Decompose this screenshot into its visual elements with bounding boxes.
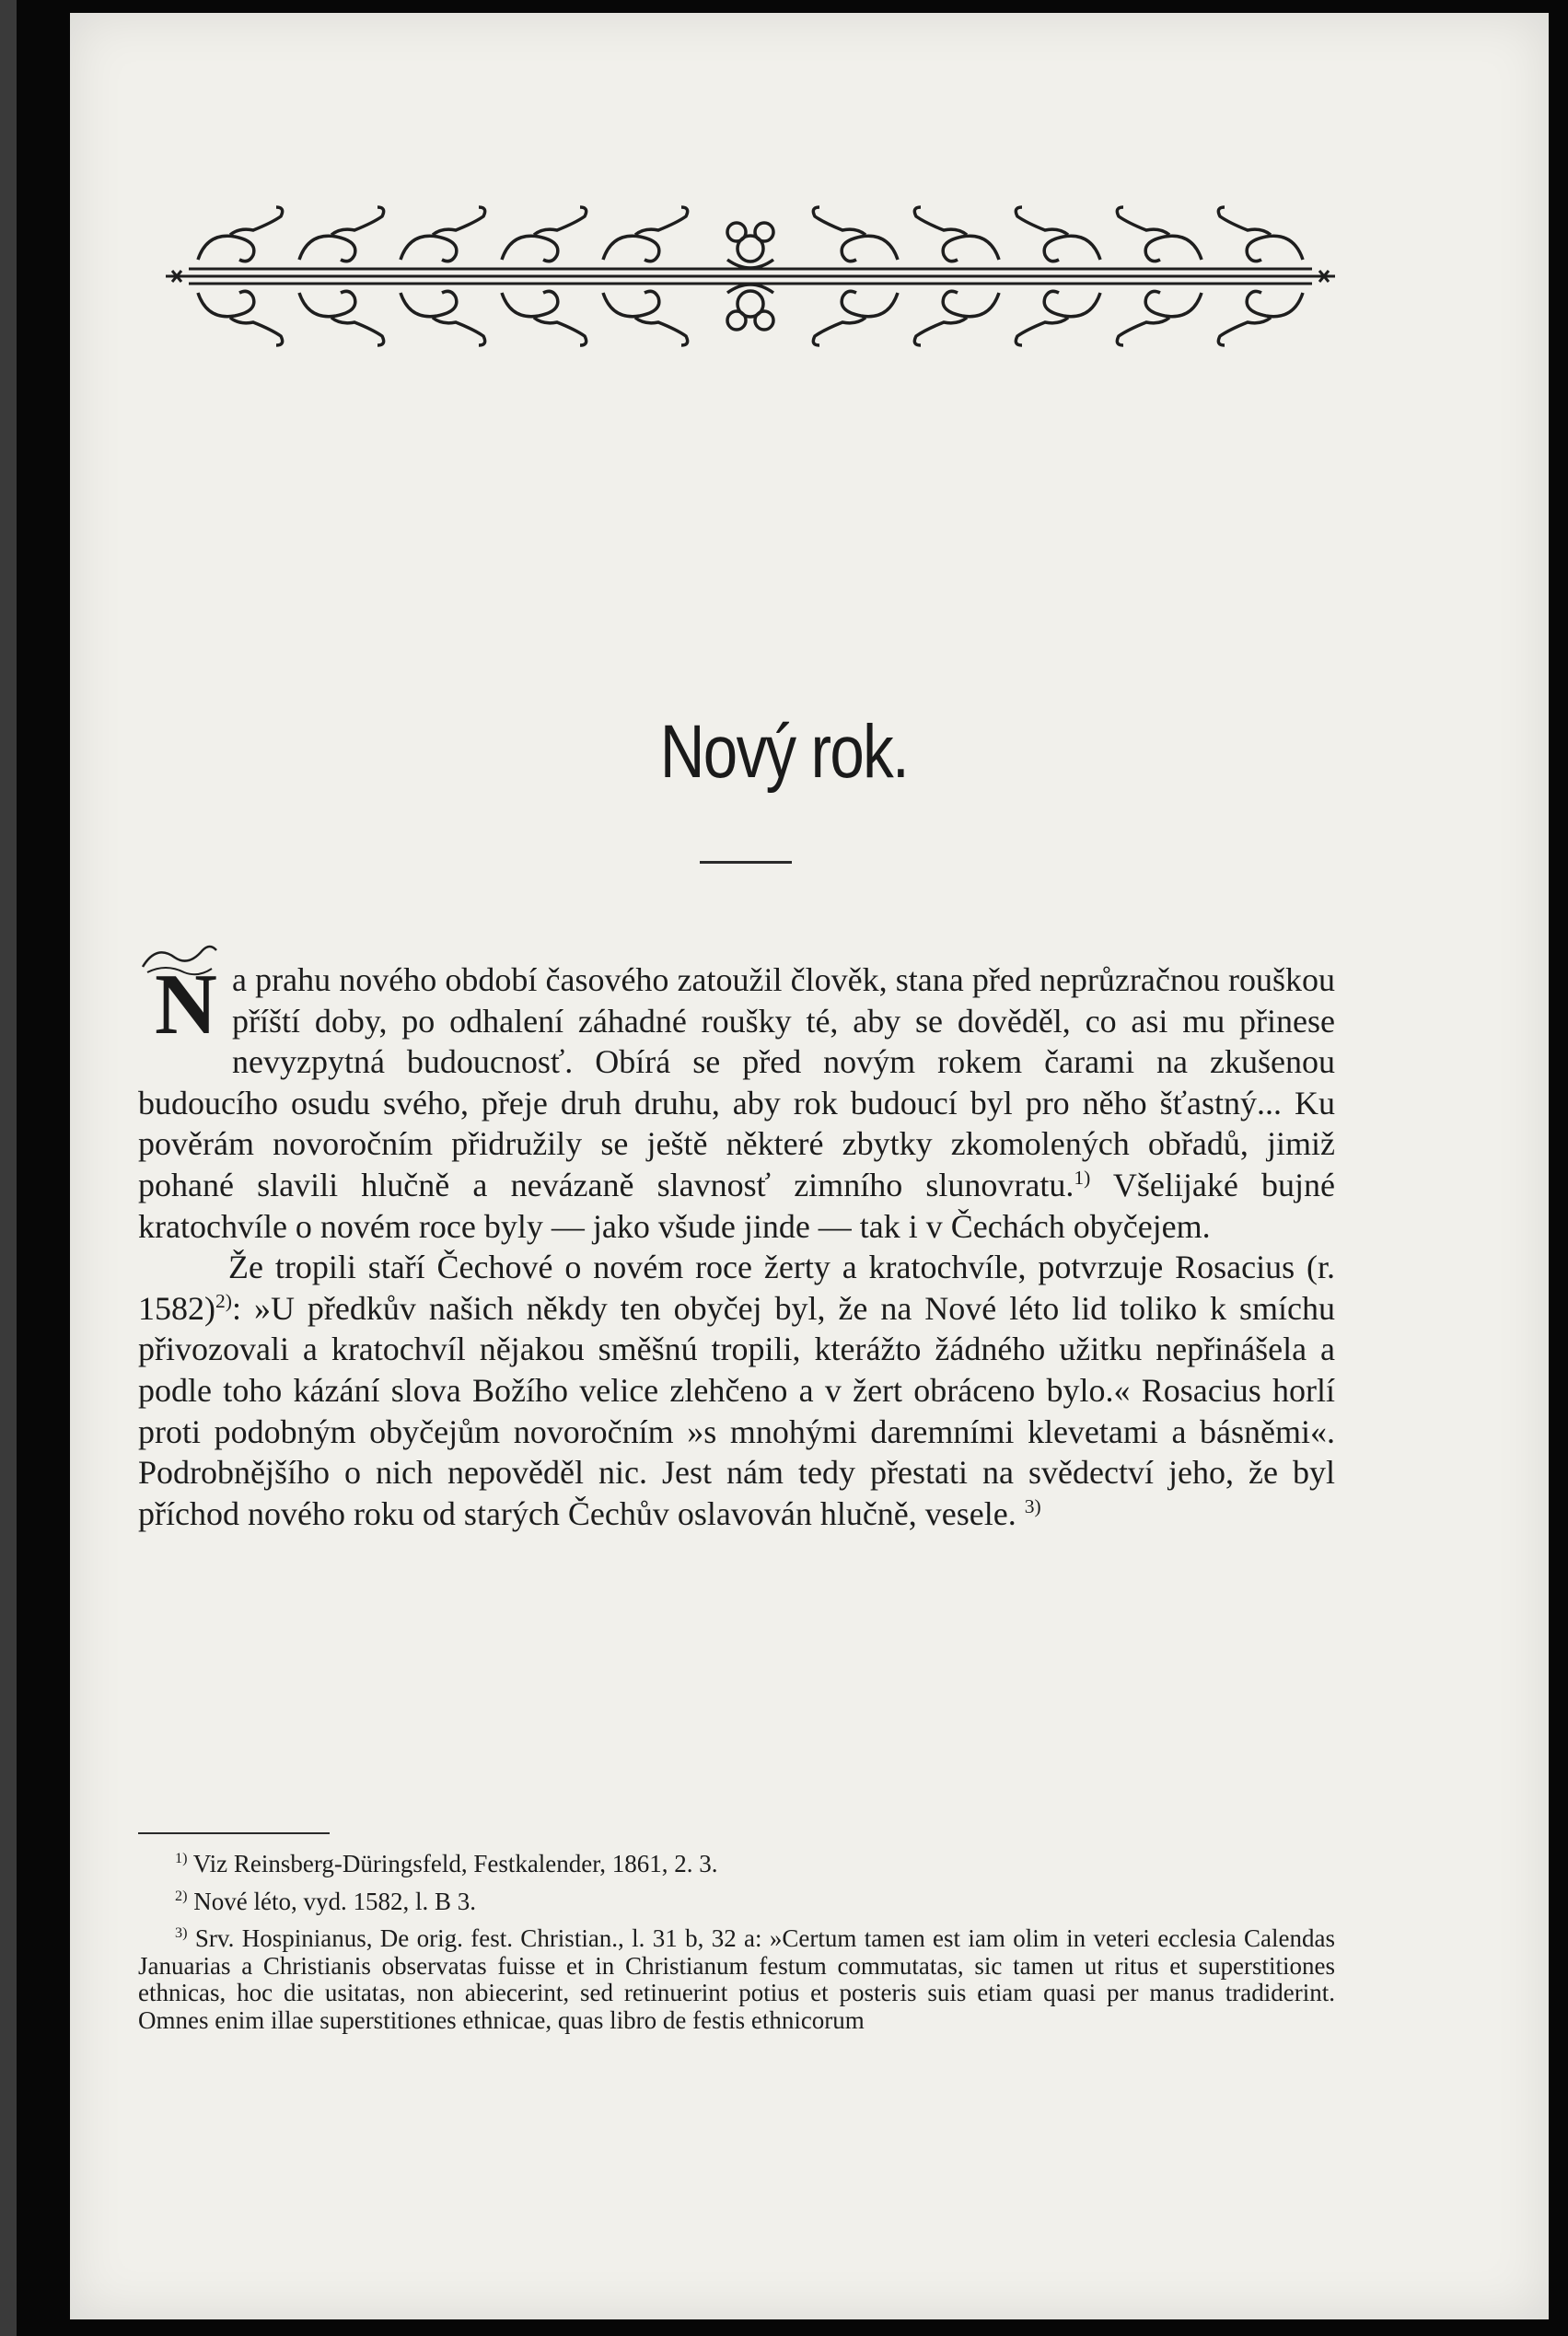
footnote-ref-1[interactable]: 1) <box>1074 1166 1091 1189</box>
scroll-border-icon <box>161 193 1340 359</box>
footnote-divider <box>138 1832 330 1834</box>
footnote-mark: 1) <box>175 1850 188 1866</box>
paragraph-1 <box>138 959 1335 1247</box>
footnote-1 <box>138 1851 1335 1878</box>
footnote-mark: 2) <box>175 1887 188 1904</box>
drop-cap <box>138 959 226 1052</box>
footnote-text: Nové léto, vyd. 1582, l. B 3. <box>193 1887 476 1915</box>
footnote-ref-2[interactable]: 2) <box>215 1289 232 1312</box>
chapter-title: Nový rok. <box>659 710 909 794</box>
scan-edge <box>0 0 17 2336</box>
footnote-text: Srv. Hospinianus, De orig. fest. Christian., l. 31 b, 32 a: »Certum tamen est iam olim in veteri ecclesia Calendas Januarias a Christianis observatas fuisse et in Christianum festum commutatas, sic tamen ut ritus et superstitiones ethnicas, hoc die usitatas, non abiecerint, sed retinuerint potius et posteris suis etiam quasi per manus tradiderint. Omnes enim illae superstitiones ethnicae, quas libro de festis ethnicorum <box>138 1924 1336 2034</box>
paragraph-1-text: a prahu nového období časového zatoužil člověk, stana před neprůzračnou rouškou příští doby, po odhalení záhadné roušky té, aby se dověděl, co asi mu přinese nevyzpytná budoucnosť. Obírá se před novým rokem čarami na zkušenou budoucího osudu svého, přeje druh druhu, aby rok budoucí byl pro něho šťastný... Ku pověrám novoročním přidružily se ještě některé zbytky zkomolených obřadů, jimiž pohané slavili hlučně a nevázaně slavnosť zimního slunovratu. <box>138 961 1335 1203</box>
paragraph-2-text: Že tropili staří Čechové o novém roce žerty a kratochvíle, potvrzuje Rosacius (r. 1582) <box>138 1249 1335 1327</box>
footnotes <box>138 1851 1335 2044</box>
footnote-3 <box>138 1925 1335 2034</box>
footnote-mark: 3) <box>175 1924 188 1941</box>
paragraph-1-tail: Všelijaké bujné kratochvíle o novém roce byly — jako všude jinde — tak i v Čechách obyčejem. <box>138 1166 1335 1245</box>
paragraph-2-quote: »U předkův našich někdy ten obyčej byl, že na Nové léto lid toliko k smíchu přivozovali a kratochvíl nějakou směšnú tropili, kterážto žádného užitku nepřinášela a podle toho kázání slova Božího velice zlehčeno a v žert obráceno bylo.« Rosacius horlí proti podobným obyčejům novoročním »s mnohými daremními klevetami a básněmi«. Podrobnějšího o nich nepověděl nic. Jest nám tedy přestati na svědectví jeho, že byl příchod nového roku od starých Čechův oslavován hlučně, vesele. <box>138 1289 1335 1532</box>
title-divider <box>700 861 792 864</box>
footnote-ref-3[interactable]: 3) <box>1024 1494 1041 1517</box>
paragraph-2: Že tropili staří Čechové o novém roce žerty a kratochvíle, potvrzuje Rosacius (r. 1582)$^{2)}$: »U předkův našich někdy ten obyčej byl, že na Nové léto lid toliko k smíchu přivozovali a kratochvíl nějakou směšnú tropili, kterážto žádného užitku nepřinášela a podle toho kázání slova Božího velice zlehčeno a v žert obráceno bylo.« Rosacius horlí proti podobným obyčejům novoročním »s mnohými daremními klevetami a básněmi«. Podrobnějšího o nich nepověděl nic. Jest nám tedy přestati na svědectví jeho, že byl příchod nového roku od starých Čechův oslavován hlučně, vesele. $^{3)}$ <box>138 1249 1335 1532</box>
drop-cap-letter: N <box>155 957 217 1052</box>
footnote-text: Viz Reinsberg-Düringsfeld, Festkalender, 1861, 2. 3. <box>192 1850 718 1877</box>
body-text <box>138 959 1335 1534</box>
footnote-2 <box>138 1889 1335 1916</box>
